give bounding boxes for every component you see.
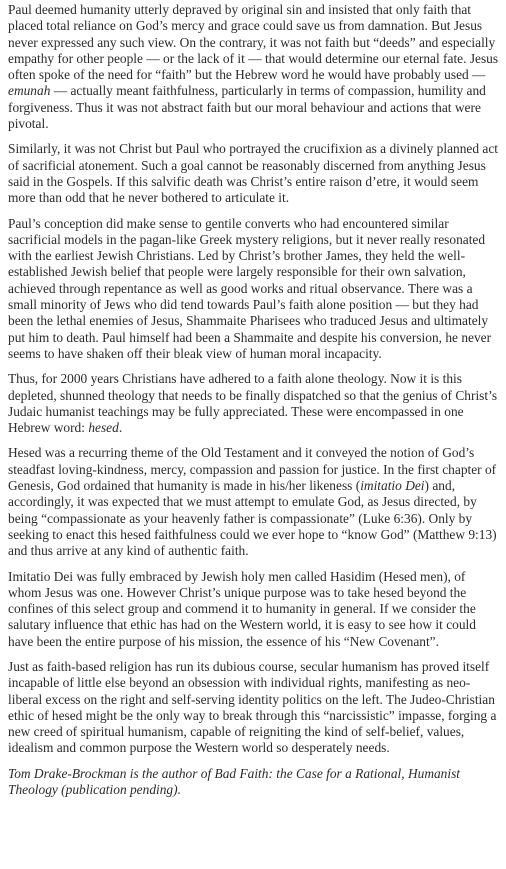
article-paragraph <box>8 216 500 363</box>
text-run: Hesed was a recurring theme of the Old Testament and it conveyed the notion of God’s steadfast loving-kindness, mercy, compassion and passion for justice. In the first chapter of Genesis, God ordained that humanity is made in his/her likeness ( <box>8 445 497 494</box>
text-run: Thus, for 2000 years Christians have adhered to a faith alone theology. Now it is this depleted, shunned theology that needs to be finally dispatched so that the genius of Christ’s Judaic humanist teachings may be fully appreciated. These were encompassed in one Hebrew word: <box>8 371 498 436</box>
text-run: Paul’s conception did make sense to gentile converts who had encountered similar sacrificial models in the pagan-like Greek mystery religions, but it never really resonated with the earliest Jewish Christians. Led by Christ’s brother James, they held the well-established Jewish belief that people were largely responsible for their own salvation, achieved through repentance as well as good works and ritual observance. There was a small minority of Jews who did tend towards Paul’s faith alone position — but they had been the lethal enemies of Jesus, Shammaite Pharisees who traduced Jesus and ultimately put him to death. Paul himself had been a Shammaite and despite his conversion, he never seems to have shaken off their bleak view of human moral incapacity. <box>8 215 492 361</box>
author-byline: Tom Drake-Brockman is the author of Bad Faith: the Case for a Rational, Humanist Theology (publication pending). <box>8 765 461 798</box>
article-paragraph <box>8 445 500 559</box>
italic-term: imitatio Dei <box>360 478 425 494</box>
article-body <box>8 2 500 757</box>
text-run: . <box>118 420 123 436</box>
article-paragraph <box>8 2 500 132</box>
italic-term: hesed <box>88 420 119 436</box>
article-paragraph <box>8 569 500 650</box>
text-run: Paul deemed humanity utterly depraved by original sin and insisted that only faith that placed total reliance on God’s mercy and grace could save us from damnation. But Jesus never expressed any such view. On the contrary, it was not faith but “deeds” and especially empathy for other people — or the lack of it — that would determine our eternal fate. Jesus often spoke of the need for “faith” but the Hebrew word he would have probably used — <box>8 2 499 83</box>
text-run: Imitatio Dei was fully embraced by Jewish holy men called Hasidim (Hesed men), of whom Jesus was one. However Christ’s unique purpose was to take hesed beyond the confines of this select group and commend it to humanity in general. If we consider the salutary influence that ethic has had on the Western world, it is easy to see how it could have been the entire purpose of his mission, the essence of his “New Covenant”. <box>8 568 476 649</box>
text-run: — actually meant faithfulness, particularly in terms of compassion, humility and forgiveness. Thus it was not abstract faith but our moral behaviour and actions that were pivotal. <box>8 83 486 132</box>
italic-term: emunah <box>8 83 51 99</box>
text-run: Just as faith-based religion has run its dubious course, secular humanism has proved itself incapable of little else beyond an obsession with individual rights, manifesting as neo-liberal excess on the right and self-serving identity politics on the left. The Judeo-Christian ethic of hesed might be the only way to break through this “narcissistic” impasse, forging a new creed of spiritual humanism, capable of reigniting the kind of self-belief, values, idealism and common purpose the Western world so desperately needs. <box>8 658 497 756</box>
article-paragraph <box>8 141 500 206</box>
text-run: Similarly, it was not Christ but Paul who portrayed the crucifixion as a divinely planned act of sacrificial atonement. Such a goal cannot be reasonably discerned from anything Jesus said in the Gospels. If this salvific death was Christ’s entire raison d’etre, it would seem more than odd that he never bothered to articulate it. <box>8 141 499 206</box>
article-paragraph <box>8 659 500 757</box>
text-run: ) and, accordingly, it was expected that we must attempt to emulate God, as Jesus directed, by being “compassionate as your heavenly father is compassionate” (Luke 6:36). Only by seeking to enact this hesed faithfulness could we ever hope to “know God” (Matthew 9:13) and thus arrive at any kind of authentic faith. <box>8 478 497 559</box>
article-paragraph <box>8 371 500 436</box>
